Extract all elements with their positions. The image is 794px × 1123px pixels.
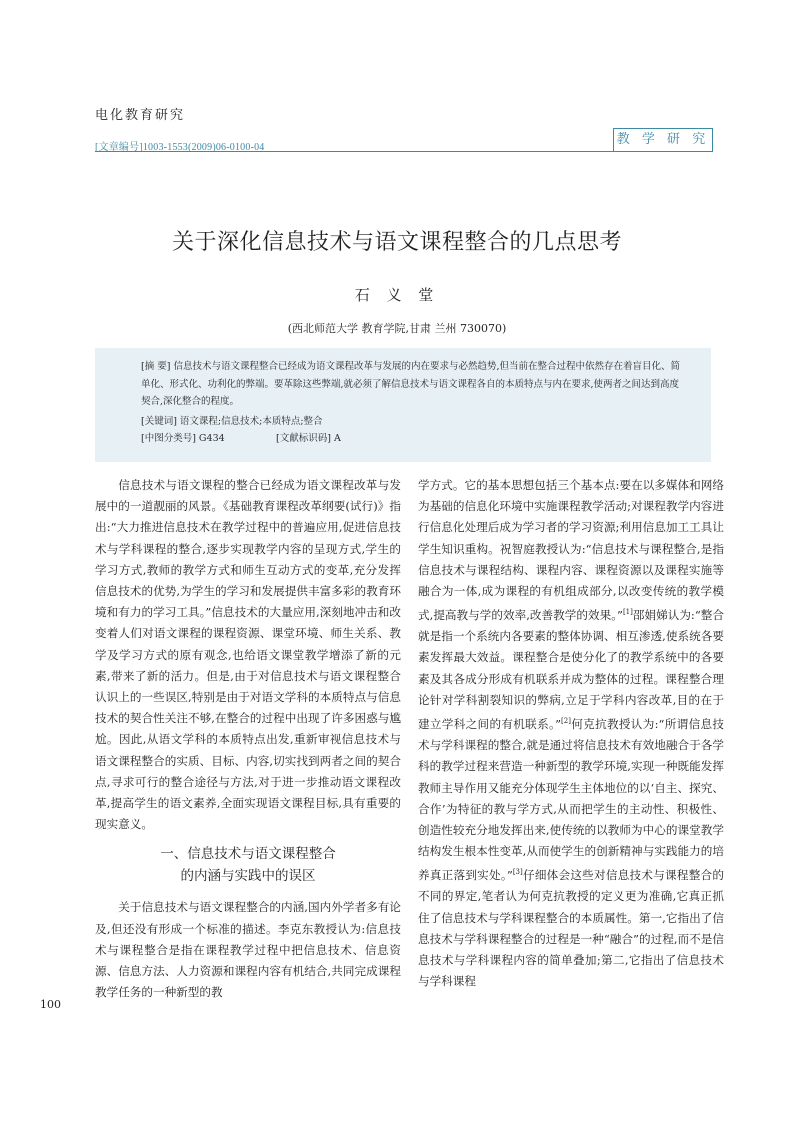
abstract-text: [摘 要] 信息技术与语文课程整合已经成为语文课程改革与发展的内在要求与必然趋势,但当前在整合过程中依然存在着盲目化、简单化、形式化、功利化的弊端。要革除这些弊端,就必须了解信息技术与语文课程各自的本质特点与内在要求,使两者之间达到高度契合,深化整合的程度。 (141, 361, 680, 407)
paper-title: 关于深化信息技术与语文课程整合的几点思考 (171, 230, 622, 255)
classification-code: [中图分类号] G434 (141, 433, 225, 444)
document-code: [文献标识码] A (276, 433, 341, 444)
body-text: 何克抗教授认为:“所谓信息技术与学科课程的整合,就是通过将信息技术有效地融合于各学科的教学过程来营造一种新型的教学环境,实现一种既能发挥教师主导作用又能充分体现学生主体地位的以‘自主、探究、合作’为特征的教与学方式,从而把学生的主动性、积极性、创造性较充分地发挥出来,使传统的以教师为中心的课堂教学结构发生根本性变革,从而使学生的创新精神与实践能力的培养真正落到实处。” (418, 716, 724, 883)
classification-row (141, 430, 683, 448)
section-heading-line: 的内涵与实践中的误区 (180, 868, 316, 885)
reference-marker: [3] (512, 868, 523, 877)
reference-marker: [2] (561, 717, 571, 726)
article-number: [文章编号]1003-1553(2009)06-0100-04 (95, 142, 265, 153)
reference-marker: [1] (622, 608, 633, 617)
author-name: 石 义 堂 (354, 286, 440, 304)
body-text: 学方式。它的基本思想包括三个基本点:要在以多媒体和网络为基础的信息化环境中实施课程教学活动;对课程教学内容进行信息化处理后成为学习者的学习资源;利用信息加工工具让学生知识重构。祝智庭教授认为:“信息技术与课程整合,是指信息技术与课程结构、课程内容、课程资源以及课程实施等融合为一体,成为课程的有机组成部分,以改变传统的教学模式,提高教与学的效率,改善教学的效果。” (418, 478, 724, 623)
body-text: 邵娟娣认为:“整合就是指一个系统内各要素的整体协调、相互渗透,使系统各要素发挥最大效益。课程整合是使分化了的教学系统中的各要素及其各成分形成有机联系并成为整体的过程。课程整合理论针对学科割裂知识的弊病,立足于学科内容改革,目的在于建立学科之间的有机联系。” (418, 608, 724, 731)
body-text: 仔细体会这些对信息技术与课程整合的不同的界定,笔者认为何克抗教授的定义更为准确,它真正抓住了信息技术与学科课程整合的本质属性。第一,它指出了信息技术与学科课程整合的过程是一种“融合”的过程,而不是信息技术与学科课程内容的简单叠加;第二,它指出了信息技术与学科课程 (418, 868, 724, 989)
body-paragraph (418, 475, 724, 992)
right-column (418, 475, 724, 992)
page-number: 100 (40, 998, 61, 1011)
body-paragraph: 关于信息技术与语文课程整合的内涵,国内外学者多有论及,但还没有形成一个标准的描述。李克东教授认为:信息技术与课程整合是指在课程教学过程中把信息技术、信息资源、信息方法、人力资源和课程内容有机结合,共同完成课程教学任务的一种新型的教 (95, 900, 401, 1000)
keywords: [关键词] 语文课程;信息技术;本质特点;整合 (141, 415, 323, 427)
section-heading (95, 843, 401, 887)
journal-name: 电化教育研究 (95, 108, 186, 123)
abstract-box (95, 348, 711, 462)
left-column (95, 475, 401, 1003)
affiliation: (西北师范大学 教育学院,甘肃 兰州 730070) (287, 322, 507, 335)
header-rule (95, 151, 613, 152)
section-tag: 教 学 研 究 (613, 128, 713, 152)
section-heading-line: 一、信息技术与语文课程整合 (160, 846, 336, 863)
body-paragraph: 信息技术与语文课程的整合已经成为语文课程改革与发展中的一道靓丽的风景。《基础教育课程改革纲要(试行)》指出:“大力推进信息技术在教学过程中的普遍应用,促进信息技术与学科课程的整合,逐步实现教学内容的呈现方式,学生的学习方式,教师的教学方式和师生互动方式的变革,充分发挥信息技术的优势,为学生的学习和发展提供丰富多彩的教育环境和有力的学习工具。”信息技术的大量应用,深刻地冲击和改变着人们对语文课程的课程资源、课堂环境、师生关系、教学及学习方式的原有观念,也给语文课堂教学增添了新的元素,带来了新的活力。但是,由于对信息技术与语文课程整合认识上的一些误区,特别是由于对语文学科的本质特点与信息技术的契合性关注不够,在整合的过程中出现了许多困惑与尴尬。因此,从语文学科的本质特点出发,重新审视信息技术与语文课程整合的实质、目标、内容,切实找到两者之间的契合点,寻求可行的整合途径与方法,对于进一步推动语文课程改革,提高学生的语文素养,全面实现语文课程目标,具有重要的现实意义。 (95, 478, 401, 832)
